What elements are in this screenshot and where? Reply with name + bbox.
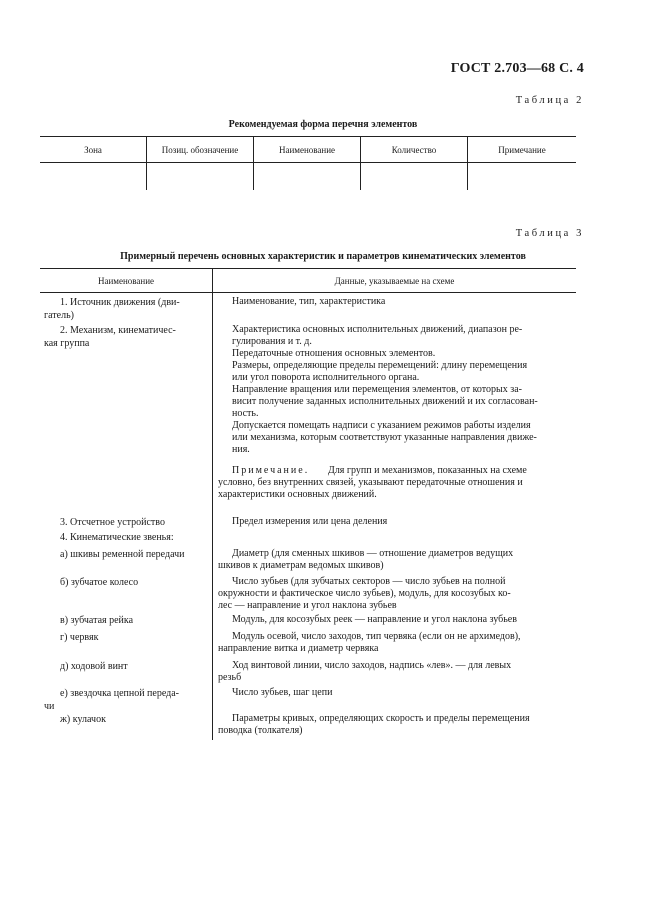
row-data: резьб xyxy=(218,672,242,683)
row-data: гулирования и т. д. xyxy=(232,336,312,347)
row-name: 4. Кинематические звенья: xyxy=(60,532,174,543)
table2-col-position: Позиц. обозначение xyxy=(161,145,239,155)
table2-col-quantity: Количество xyxy=(391,145,437,155)
table3-label: Таблица 3 xyxy=(515,228,584,239)
row-data: Характеристика основных исполнительных движений, диапазон ре- xyxy=(232,324,523,335)
note-text: условно, без внутренних связей, указывают передаточные отношения и xyxy=(218,477,523,488)
row-name: е) звездочка цепной переда- xyxy=(60,688,180,699)
row-data: Модуль, для косозубых реек — направление и угол наклона зубьев xyxy=(232,614,517,625)
table3-col-data: Данные, указываемые на схеме xyxy=(334,276,455,286)
row-data: Диаметр (для сменных шкивов — отношение диаметров ведущих xyxy=(232,548,514,559)
row-name: в) зубчатая рейка xyxy=(60,615,134,626)
note-text: Для групп и механизмов, показанных на схеме xyxy=(328,465,527,476)
row-data: Размеры, определяющие пределы перемещений: длину перемещения xyxy=(232,360,528,371)
table2-col-zone: Зона xyxy=(84,145,102,155)
table2-top-rule xyxy=(40,136,576,137)
note-label: Примечание. xyxy=(232,465,310,476)
table3-title: Примерный перечень основных характеристик и параметров кинематических элементов xyxy=(120,251,526,262)
row-data: Число зубьев (для зубчатых секторов — число зубьев на полной xyxy=(232,576,506,587)
table2-col-note: Примечание xyxy=(498,145,546,155)
row-data: Допускается помещать надписи с указанием режимов работы изделия xyxy=(232,420,531,431)
row-name: гатель) xyxy=(44,310,74,321)
table3-top-rule xyxy=(40,268,576,269)
row-data: направление витка и диаметр червяка xyxy=(218,643,379,654)
row-name: 3. Отсчетное устройство xyxy=(60,517,165,528)
row-data: или угол поворота исполнительного органа. xyxy=(232,372,420,383)
row-data: ния. xyxy=(232,444,250,455)
row-data: Число зубьев, шаг цепи xyxy=(232,687,333,698)
row-data: Параметры кривых, определяющих скорость и пределы перемещения xyxy=(232,713,530,724)
page-header: ГОСТ 2.703—68 С. 4 xyxy=(450,61,584,76)
row-name: г) червяк xyxy=(60,632,99,643)
row-name: а) шкивы ременной передачи xyxy=(60,549,185,560)
row-name: ж) кулачок xyxy=(60,714,106,725)
row-data: шкивов к диаметрам ведомых шкивов) xyxy=(218,560,384,571)
table3-col-name: Наименование xyxy=(97,276,155,286)
row-data: Модуль осевой, число заходов, тип червяка (если он не архимедов), xyxy=(232,631,521,642)
row-name: б) зубчатое колесо xyxy=(60,577,139,588)
row-name: 2. Механизм, кинематичес- xyxy=(60,325,176,336)
row-data: лес — направление и угол наклона зубьев xyxy=(218,600,397,611)
row-data: Направление вращения или перемещения элементов, от которых за- xyxy=(232,384,522,395)
row-name: кая группа xyxy=(44,338,90,349)
table2-title: Рекомендуемая форма перечня элементов xyxy=(228,119,418,130)
row-name: д) ходовой винт xyxy=(60,661,128,672)
row-data: ность. xyxy=(232,408,259,419)
row-data: поводка (толкателя) xyxy=(218,725,303,736)
table3-header-rule xyxy=(40,292,576,293)
table2-label: Таблица 2 xyxy=(515,95,584,106)
table2-col-name: Наименование xyxy=(278,145,336,155)
row-data: Ход винтовой линии, число заходов, надпись «лев». — для левых xyxy=(232,660,512,671)
note-text: характеристики основных движений. xyxy=(218,489,377,500)
row-data: Передаточные отношения основных элементов. xyxy=(232,348,436,359)
row-data: Наименование, тип, характеристика xyxy=(232,296,386,307)
row-data: окружности и фактическое число зубьев), модуль, для косозубых ко- xyxy=(218,588,511,599)
table2-header-rule xyxy=(40,162,576,163)
row-data: Предел измерения или цена деления xyxy=(232,516,388,527)
row-name: чи xyxy=(44,701,55,712)
row-data: висит получение заданных исполнительных движений и их согласован- xyxy=(232,396,538,407)
row-name: 1. Источник движения (дви- xyxy=(60,297,180,308)
row-data: или механизма, которым соответствуют указанные направления движе- xyxy=(232,432,537,443)
